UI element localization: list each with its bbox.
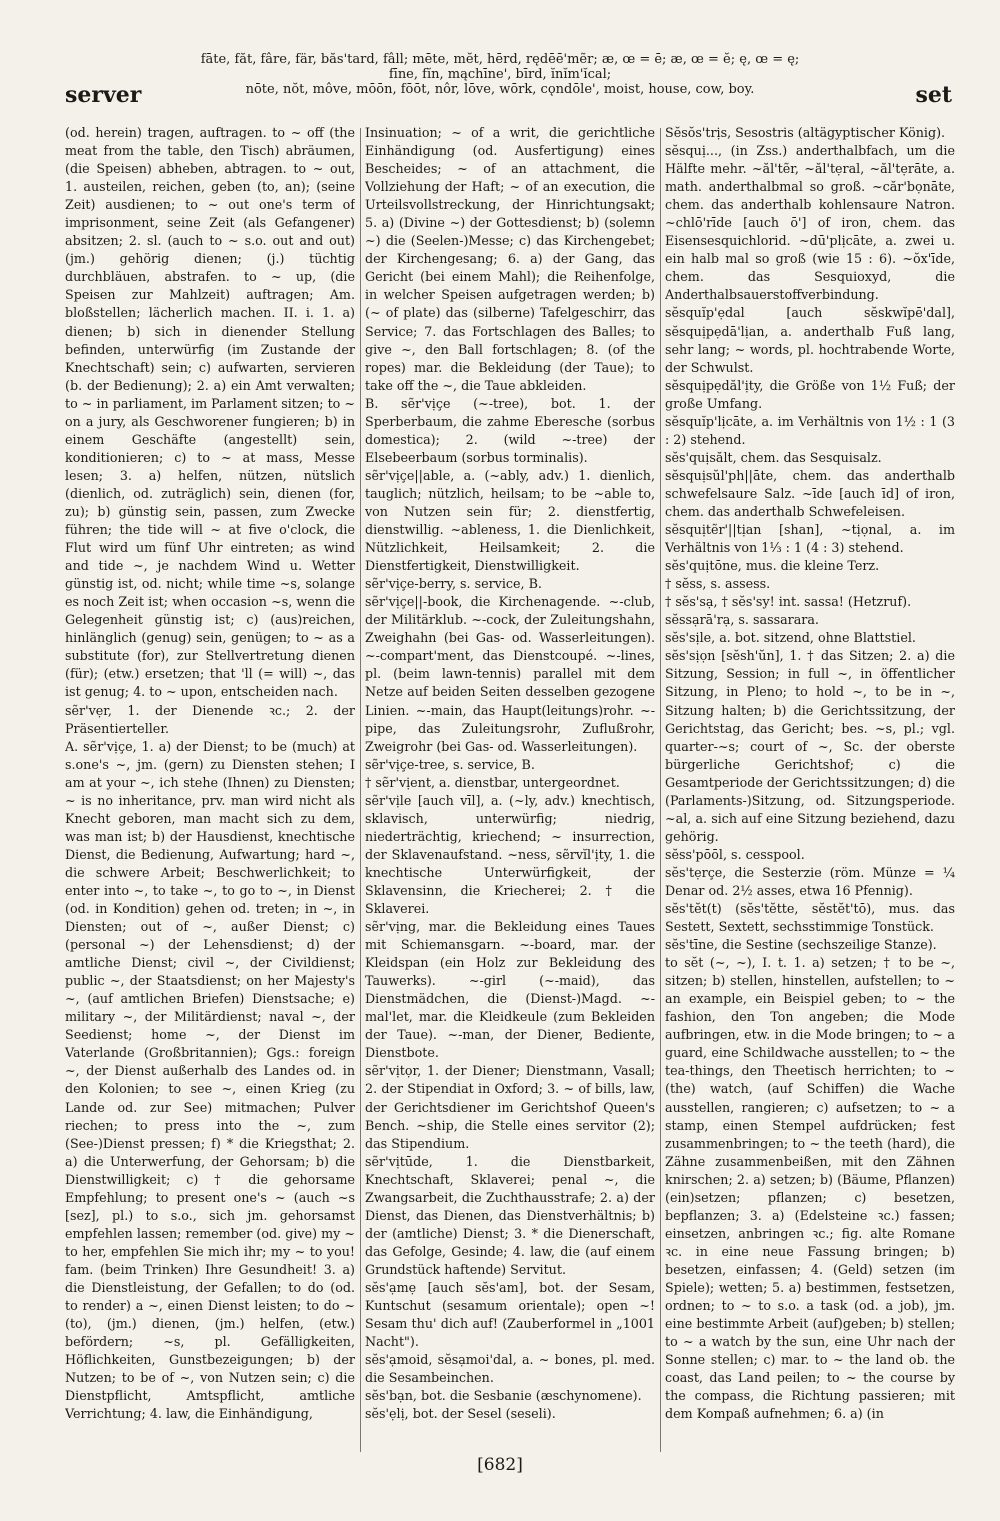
entry-service-a: A. sẽr'vịçe, 1. a) der Dienst; to be (much) at s.one's ~, jm. (gern) zu Diensten stehen; I am at your ~, ich stehe (Ihnen) zu Diensten; ~ is no inheritance, prv. man wird nicht als Knecht geboren, man macht sich zu dem, was man ist; b) der Hausdienst, knechtische Dienst, die Bedienung, Aufwartung; hard ~, die schwere Arbeit; Beschwerlichkeit; to enter into ~, to take ~, to go to ~, in Dienst (od. in Kondition) gehen od. treten; in ~, in Diensten; out of ~, außer Dienst; c) (personal ~) der Lehensdienst; d) der amtliche Dienst; civil ~, der Civildienst; public ~, der Staatsdienst; on her Majesty's ~, (auf amtlichen Briefen) Dienstsache; e) military ~, der Militärdienst; naval ~, der Seedienst; home ~, der Dienst im Vaterlande (Großbritannien); Ggs.: foreign ~, der Dienst außerhalb des Landes od. in den Kolonien; to see ~, einen Krieg (zu Lande od. zur See) mitmachen; Pulver riechen; to press into the ~, zum (See-)Dienst pressen; f) * die Kriegsthat; 2. a) die Unterwerfung, der Gehorsam; b) die Dienstwilligkeit; c) † die gehorsame Empfehlung; to present one's ~ (auch ~s [sez], pl.) to s.o., sich jm. gehorsamst empfehlen lassen; remember (od. give) my ~ to her, empfehlen Sie mich ihr; my ~ to you! fam. (beim Trinken) Ihre Gesundheit! 3. a) die Dienstleistung, der Gefallen; to do (od. to render) a ~, einen Dienst leisten; to do ~ (to), (jm.) dienen, (jm.) helfen, (etw.) befördern; ~s, pl. Gefälligkeiten, Höflichkeiten, Gunstbezeigungen; b) der Nutzen; to be of ~, von Nutzen sein; c) die Dienstpflicht, Amtspflicht, amtliche Verrichtung; 4. law, die Einhändigung, <box>65 738 355 1422</box>
entry-sesterce: sĕs'tẹrçe, die Sesterzie (röm. Münze = ¼ Denar od. 2½ asses, etwa 16 Pfennig). <box>665 864 955 898</box>
column-divider-2 <box>660 128 661 1452</box>
pronunciation-guide-line-2: fīne, fĭn, mąchīne', bīrd, ĭnĭm'ĭcal; <box>388 67 612 82</box>
entry-sesostris: Sĕsŏs'trịs, Sesostris (altägyptischer König). <box>665 125 946 140</box>
entry-sesspool: sĕss'pōōl, s. cesspool. <box>665 846 805 862</box>
left-guide-word: server <box>65 82 142 108</box>
entry-service-a-continuation: Insinuation; ~ of a writ, die gerichtliche Einhändigung (od. Ausfertigung) eines Bescheides; ~ of an attachment, die Vollziehung der Haft; ~ of an execution, die Urteilsvollstreckung, der Hinrichtungsakt; 5. a) (Divine ~) der Gottesdienst; b) (solemn ~) die (Seelen-)Messe; c) das Kirchengebet; der Kirchengesang; 6. a) der Gang, das Gericht (bei einem Mahl); die Reihenfolge, in welcher Speisen aufgetragen werden; b) (~ of plate) das (silberne) Tafelgeschirr, das Service; 7. das Fortschlagen des Balles; to give ~, den Ball fortschlagen; 8. (of the ropes) mar. die Bekleidung (der Taue); to take off the ~, die Taue abkleiden. <box>365 125 655 393</box>
column-3 <box>665 124 955 1452</box>
entry-to-set: to sĕt (~, ~), I. t. 1. a) setzen; † to be ~, sitzen; b) stellen, hinstellen, aufstellen; to ~ an example, ein Beispiel geben; to ~ the fashion, den Ton angeben; die Mode aufbringen, etw. in die Mode bringen; to ~ a guard, eine Schildwache ausstellen; to ~ the tea-things, den Theetisch herrichten; to ~ (the) watch, (auf Schiffen) die Wache ausstellen, rangieren; c) aufsetzen; to ~ a stamp, einen Stempel aufdrücken; fest zusammenbringen; to ~ the teeth (hard), die Zähne zusammenbeißen, mit den Zähnen knirschen; 2. a) setzen; b) (Bäume, Pflanzen) (ein)setzen; pflanzen; c) besetzen, bepflanzen; 3. a) (Edelsteine ꝛc.) fassen; einsetzen, anbringen ꝛc.; fig. alte Romane ꝛc. in eine neue Fassung bringen; b) besetzen, einfassen; 4. (Geld) setzen (im Spiele); wetten; 5. a) bestimmen, festsetzen, ordnen; to ~ to s.o. a task (od. a job), jm. eine bestimmte Arbeit (auf)geben; b) stellen; to ~ a watch by the sun, eine Uhr nach der Sonne stellen; c) mar. to ~ the land ob. the coast, das Land peilen; to ~ the course by the compass, die Richtung passieren; mit dem Kompaß aufnehmen; 6. a) (in <box>665 955 955 1422</box>
entry-serviceable: sẽr'vịçe||able, a. (~ably, adv.) 1. dienlich, tauglich; nützlich, heilsam; to be ~able to, von Nutzen sein für; 2. dienstfertig, dienstwillig. ~ableness, 1. die Dienlichkeit, Nützlichkeit, Heilsamkeit; 2. die Dienstfertigkeit, Dienstwilligkeit. <box>365 467 655 574</box>
entry-serve-continuation: (od. herein) tragen, auftragen. to ~ off (the meat from the table, den Tisch) abräumen, (die Speisen) abheben, abtragen. to ~ out, 1. austeilen, reichen, geben (to, an); (seine Zeit) ausdienen; to ~ out one's term of imprisonment, seine Zeit (als Gefangener) absitzen; 2. sl. (auch to ~ s.o. out and out) (jm.) gehörig dienen; (j.) tüchtig durchbläuen, abstrafen. to ~ up, (die Speisen zur Mahlzeit) auftragen; Am. bloßstellen; lächerlich machen. II. i. 1. a) dienen; b) sich in dienender Stellung befinden, unterwürfig (im Zustande der Knechtschaft) sein; c) aufwarten, servieren (b. der Bedienung); 2. a) ein Amt verwalten; to ~ in parliament, im Parlament sitzen; to ~ on a jury, als Geschworener fungieren; b) in einem Geschäfte (angestellt) sein, konditionieren; c) to ~ at mass, Messe lesen; 3. a) helfen, nützen, nütslich (dienlich, od. zuträglich) sein, dienen (for, zu); b) günstig sein, passen, zum Zwecke führen; the tide will ~ at five o'clock, die Flut wird um fünf Uhr eintreten; as wind and tide ~, je nachdem Wind u. Wetter günstig ist, od. nicht; while time ~s, solange es noch Zeit ist; when occasion ~s, wenn die Gelegenheit günstig ist; c) (aus)reichen, hinlänglich (genug) sein, genügen; to ~ as a substitute (for), zur Stellvertretung dienen (für); (etw.) ersetzen; that 'll (= will) ~, das ist genug; 4. to ~ upon, entscheiden nach. <box>65 125 355 700</box>
column-1 <box>65 124 355 1452</box>
entry-service-tree: sẽr'vịçe-tree, s. service, B. <box>365 756 535 772</box>
entry-servitude: sẽr'vịtūde, 1. die Dienstbarkeit, Knechtschaft, Sklaverei; penal ~, die Zwangsarbeit, die Zuchthausstrafe; 2. a) der Dienst, das Dienen, das Dienstverhältnis; b) der (amtliche) Dienst; 3. * die Dienerschaft, das Gefolge, Gesinde; 4. law, die (auf einem Grundstück haftende) Servitut. <box>365 1153 655 1277</box>
columns <box>65 124 955 1452</box>
entry-sessa: † sĕs'sạ, † sĕs'sy! int. sassa! (Hetzruf). <box>665 594 912 610</box>
entry-sesquipedality: sĕsquịpẹdăl'ịty, die Größe von 1½ Fuß; der große Umfang. <box>665 377 955 411</box>
entry-sesquisalt: sĕs'quịsălt, chem. das Sesquisalz. <box>665 449 882 465</box>
entry-servitor: sẽr'vịtọr, 1. der Diener; Dienstmann, Vasall; 2. der Stipendiat in Oxford; 3. ~ of bills, law, der Gerichtsdiener im Gerichtshof Queen's Bench. ~ship, die Stelle eines servitor (2); das Stipendium. <box>365 1063 655 1151</box>
entry-sestet: sĕs'tĕt(t) (sĕs'tĕtte, sĕstĕt'tō), mus. das Sestett, Sextett, sechsstimmige Tonstück. <box>665 901 955 935</box>
entry-service-b: B. sẽr'vịçe (~-tree), bot. 1. der Sperberbaum, die zahme Eberesche (sorbus domestica); 2. (wild ~-tree) der Elsebeerbaum (sorbus torminalis). <box>365 395 655 465</box>
entry-sessarara: sĕssạrā'rạ, s. sassarara. <box>665 612 819 628</box>
entry-sesame: sĕs'ạmẹ [auch sĕs'am], bot. der Sesam, Kuntschut (sesamum orientale); open ~! Sesam thu' dich auf! (Zauberformel in „1001 Nacht"). <box>365 1280 655 1350</box>
column-2 <box>365 124 655 1452</box>
entry-sesamoid: sĕs'ạmoid, sĕsạmoi'dal, a. ~ bones, pl. med. die Sesambeinchen. <box>365 1352 655 1386</box>
entry-sesqui: sĕsquị..., (in Zss.) anderthalbfach, um die Hälfte mehr. ~ăl'tẽr, ~ăl'tẹral, ~ăl'tẹrāte, a. math. anderthalbmal so groß. ~căr'bọnāte, chem. das anderthalb kohlensaure Natron. ~chlō'rīde [auch ō'] of iron, chem. das Eisensesquichlorid. ~dū'plịcāte, a. zwei u. ein halb mal so groß (wie 15 : 6). ~ŏx'īde, chem. das Sesquioxyd, die Anderthalbsauerstoffverbindung. <box>665 143 955 303</box>
entry-serving: sẽr'vịng, mar. die Bekleidung eines Taues mit Schiemansgarn. ~-board, mar. der Kleidspan (ein Holz zur Bekleidung des Tauwerks). ~-girl (~-maid), das Dienstmädchen, die (Dienst-)Magd. ~-mal'let, mar. die Kleidkeule (zum Bekleiden der Taue). ~-man, der Diener, Bediente, Dienstbote. <box>365 919 655 1061</box>
pronunciation-guide-line-3: nōte, nŏt, môve, mōōn, fōōt, nôr, lōve, wōrk, cǫndōle', moist, house, cow, boy. <box>245 82 755 97</box>
pronunciation-guide-line-1: fāte, făt, fâre, fär, băs'tard, fâll; mēte, mĕt, hērd, rędēē'mẽr; æ, œ = ē; æ, œ = ĕ; ę, œ = ę; <box>200 52 800 67</box>
entry-service-berry: sẽr'vịçe-berry, s. service, B. <box>365 576 542 592</box>
entry-sesquiplicate: sĕsquĭp'lịcāte, a. im Verhältnis von 1½ : 1 (3 : 2) stehend. <box>665 413 955 447</box>
entry-server: sẽr'vẹr, 1. der Dienende ꝛc.; 2. der Präsentierteller. <box>65 702 355 736</box>
entry-sesquipedal: sĕsquĭp'ẹdal [auch sĕskwĭpē'dal], sĕsquịpẹdā'lịan, a. anderthalb Fuß lang, sehr lang; ~ words, pl. hochtrabende Worte, der Schwulst. <box>665 305 955 375</box>
right-guide-word: set <box>915 82 952 108</box>
pronunciation-guide <box>0 52 1000 97</box>
page-number: [682] <box>477 1455 523 1475</box>
entry-sesquisulphate: sĕsquịsŭl'ph||āte, chem. das anderthalb schwefelsaure Salz. ~īde [auch īd] of iron, chem. das anderthalb Schwefeleisen. <box>665 467 955 519</box>
entry-servile: sẽr'vịle [auch vīl], a. (~ly, adv.) knechtisch, sklavisch, unterwürfig; niedrig, niederträchtig, kriechend; ~ insurrection, der Sklavenaufstand. ~ness, sẽrvĭl'ịty, 1. die knechtische Unterwürfigkeit, der Sklavensinn, die Kriecherei; 2. † die Sklaverei. <box>365 792 655 917</box>
entry-sess: † sĕss, s. assess. <box>665 576 771 592</box>
entry-session: sĕs'sịọn [sĕsh'ŭn], 1. † das Sitzen; 2. a) die Sitzung, Session; in full ~, in öffentlicher Sitzung, in Pleno; to hold ~, to be in ~, Sitzung halten; b) die Gerichtssitzung, der Gerichtstag, das Gericht; bes. ~s, pl.; vgl. quarter-~s; court of ~, Sc. der oberste bürgerliche Gerichtshof; c) die Gesamtperiode der Gerichtssitzungen; d) die (Parlaments-)Sitzung, od. Sitzungsperiode. ~al, a. sich auf eine Sitzung beziehend, dazu gehörig. <box>665 648 955 844</box>
entry-seseli: sĕs'ẹlị, bot. der Sesel (seseli). <box>365 1406 556 1422</box>
entry-sesquitertian: sĕsquịtẽr'||tịan [shan], ~tịọnal, a. im Verhältnis von 1⅓ : 1 (4 : 3) stehend. <box>665 522 955 556</box>
entry-sesquitone: sĕs'quịtōne, mus. die kleine Terz. <box>665 558 880 574</box>
entry-sesban: sĕs'bạn, bot. die Sesbanie (æschynomene). <box>365 1388 642 1404</box>
entry-service-book: sẽr'vịçe||-book, die Kirchenagende. ~-club, der Militärklub. ~-cock, der Zuleitungshahn, Zweighahn (bei Gas- od. Wasserleitungen). ~-compart'ment, das Dienstcoupé. ~-lines, pl. (beim lawn-tennis) parallel mit dem Netze auf beiden Seiten desselben gezogene Linien. ~-main, das Haupt(leitungs)rohr. ~-pipe, das Zuleitungsrohr, Zuflußrohr, Zweigrohr (bei Gas- od. Wasserleitungen). <box>365 594 655 754</box>
entry-servient: † sẽr'vịent, a. dienstbar, untergeordnet. <box>365 774 620 790</box>
entry-sessile: sĕs'sịle, a. bot. sitzend, ohne Blattstiel. <box>665 630 916 646</box>
column-divider-1 <box>360 128 361 1452</box>
entry-sestine: sĕs'tīne, die Sestine (sechszeilige Stanze). <box>665 937 937 953</box>
